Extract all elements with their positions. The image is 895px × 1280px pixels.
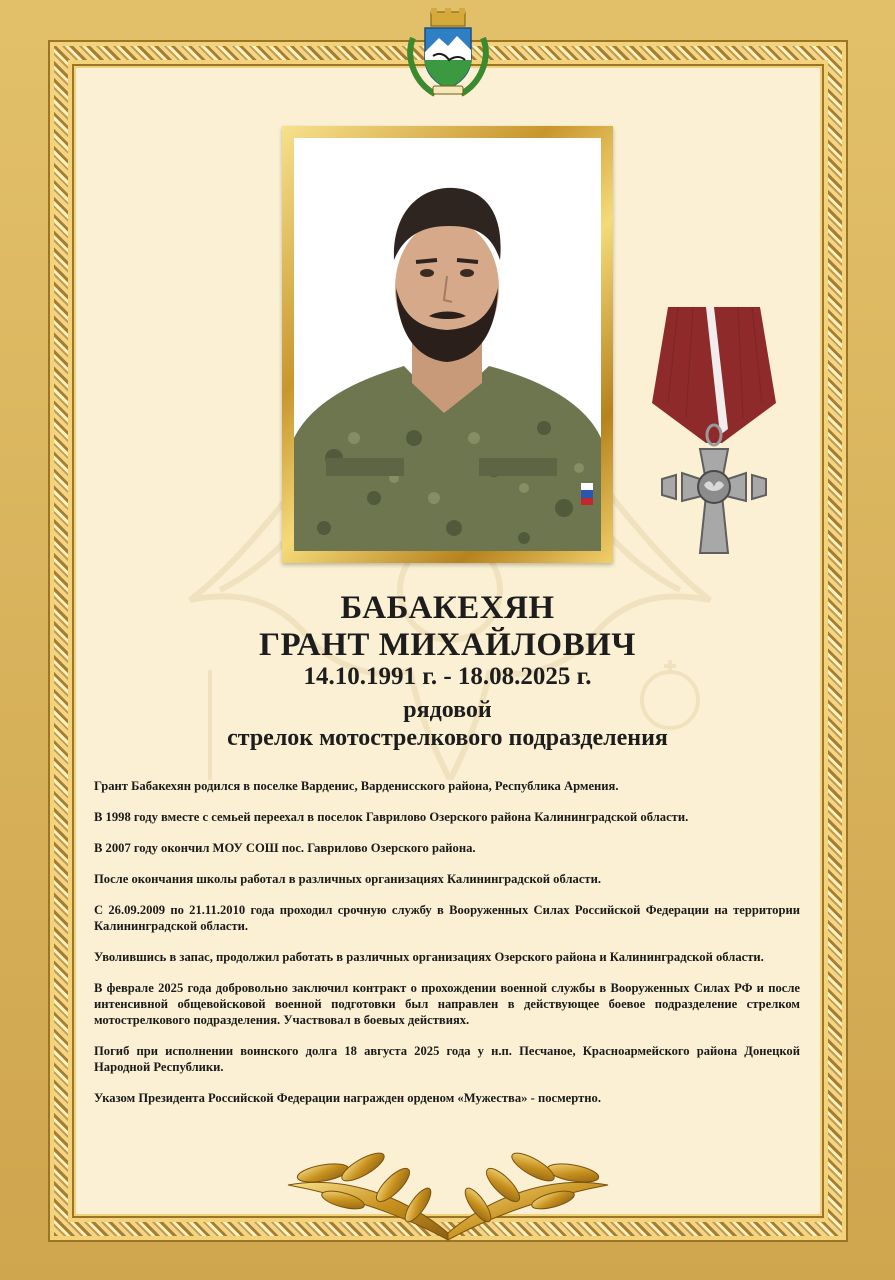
- military-rank: рядовой: [403, 697, 492, 723]
- life-dates: 14.10.1991 г. - 18.08.2025 г.: [303, 663, 592, 690]
- given-names: ГРАНТ МИХАЙЛОВИЧ: [259, 627, 636, 663]
- municipal-coat-of-arms-icon: [405, 8, 491, 98]
- soldier-portrait-illustration: [294, 138, 601, 551]
- bio-paragraph: В феврале 2025 года добровольно заключил контракт о прохождении военной службы в Вооруженных Силах РФ и после интенсивной общевойсковой военной подготовки был направлен в действующее боевое подразделение стрелком мотострелкового подразделения. Участвовал в боевых действиях.: [94, 981, 800, 1027]
- bio-paragraph: С 26.09.2009 по 21.11.2010 года проходил срочную службу в Вооруженных Силах Российской Федерации на территории Калининградской области.: [94, 903, 800, 933]
- order-of-courage-icon: [648, 303, 780, 561]
- biography-text: [94, 778, 800, 1121]
- bio-paragraph: В 1998 году вместе с семьей переехал в поселок Гаврилово Озерского района Калининградской области.: [94, 810, 689, 824]
- bio-paragraph: После окончания школы работал в различных организациях Калининградской области.: [94, 872, 602, 886]
- bio-paragraph: Грант Бабакехян родился в поселке Варденис, Варденисского района, Республика Армения.: [94, 779, 619, 793]
- surname: БАБАКЕХЯН: [340, 590, 555, 626]
- bio-paragraph: В 2007 году окончил МОУ СОШ пос. Гаврилово Озерского района.: [94, 841, 476, 855]
- military-role: стрелок мотострелкового подразделения: [227, 725, 668, 751]
- bio-paragraph: Погиб при исполнении воинского долга 18 августа 2025 года у н.п. Песчаное, Красноармейского района Донецкой Народной Республики.: [94, 1044, 800, 1074]
- bio-paragraph: Указом Президента Российской Федерации награжден орденом «Мужества» - посмертно.: [94, 1091, 601, 1105]
- laurel-wreath-icon: [283, 1145, 613, 1245]
- bio-paragraph: Уволившись в запас, продолжил работать в различных организациях Озерского района и Калининградской области.: [94, 950, 764, 964]
- portrait-frame: [282, 126, 613, 563]
- portrait-photo: [294, 138, 601, 551]
